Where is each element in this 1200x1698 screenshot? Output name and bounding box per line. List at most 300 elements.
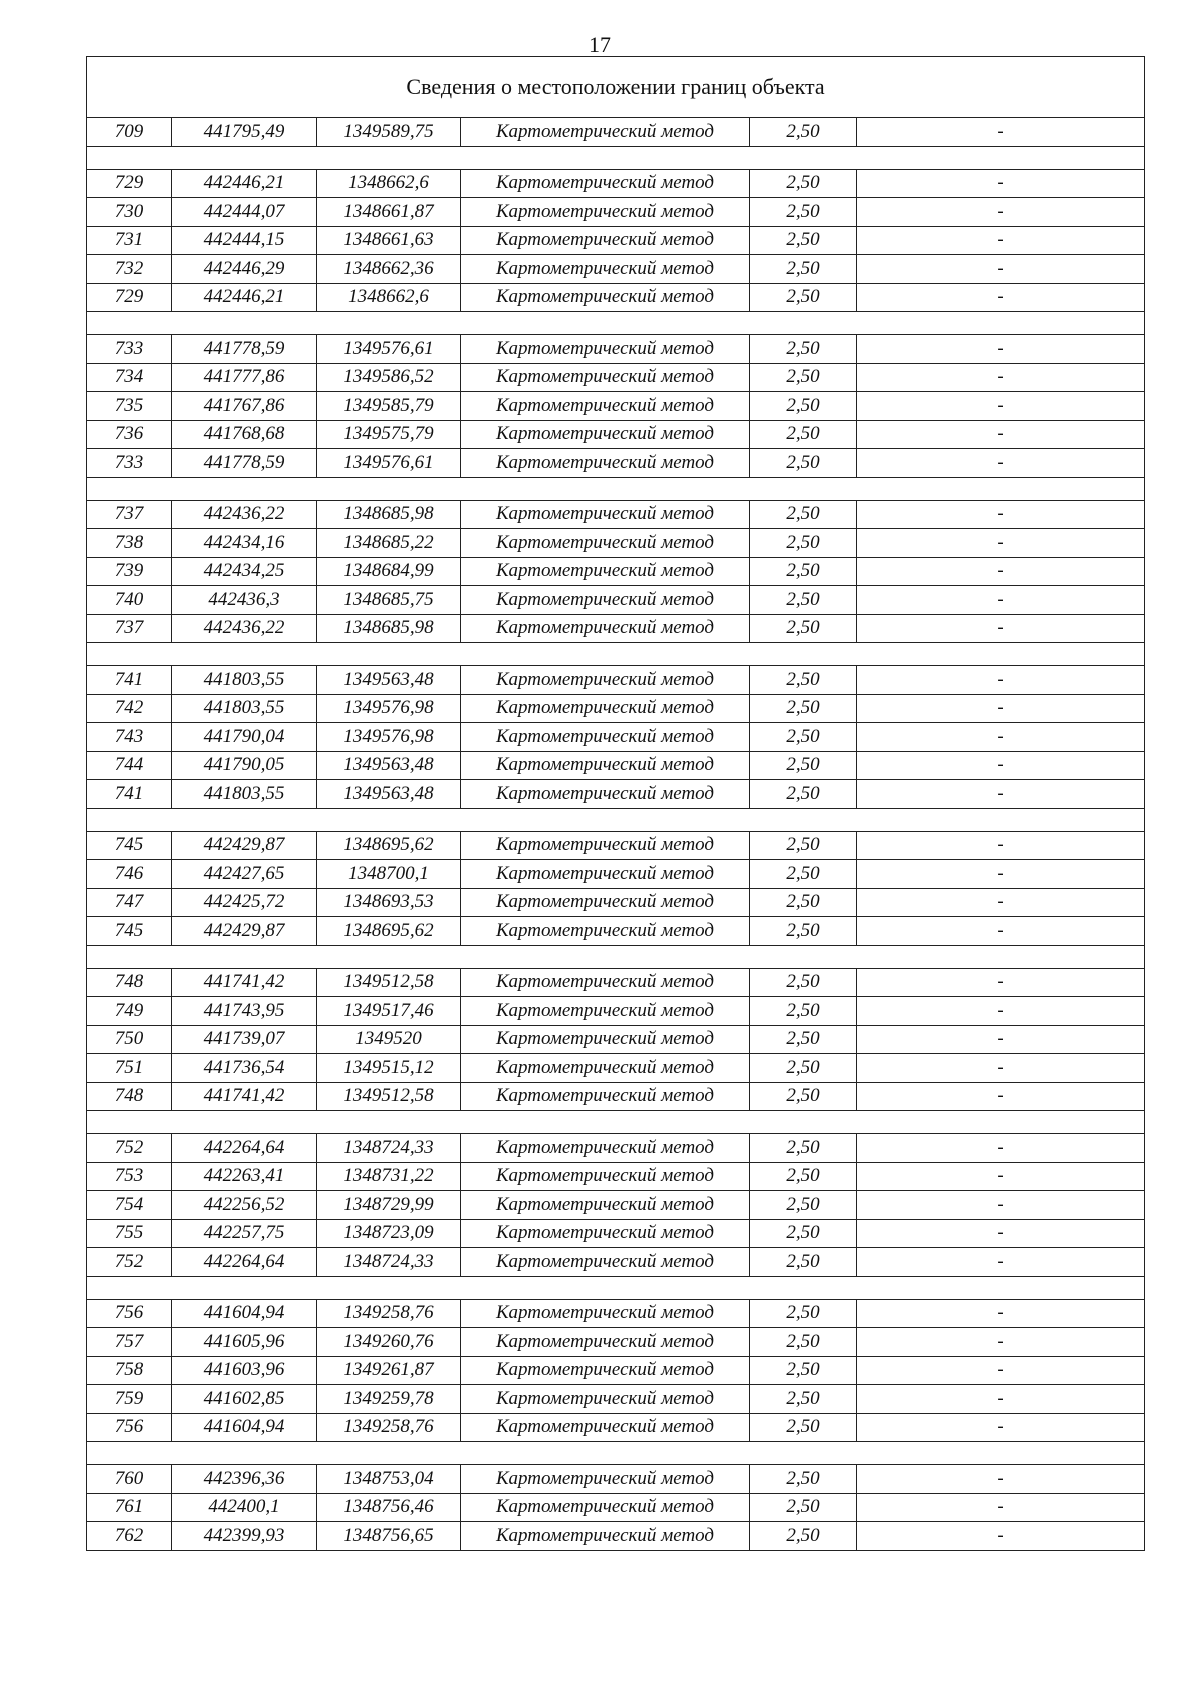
description-cell: - (857, 614, 1145, 643)
description-cell: - (857, 1082, 1145, 1111)
y-coordinate-cell: 1349576,61 (317, 335, 461, 364)
y-coordinate-cell: 1349512,58 (317, 968, 461, 997)
separator-cell (87, 1111, 1145, 1134)
separator-row (87, 146, 1145, 169)
method-cell: Картометрический метод (461, 335, 750, 364)
accuracy-cell: 2,50 (750, 666, 857, 695)
point-number-cell: 732 (87, 255, 172, 284)
point-number-cell: 736 (87, 420, 172, 449)
y-coordinate-cell: 1348756,65 (317, 1522, 461, 1551)
point-number-cell: 762 (87, 1522, 172, 1551)
x-coordinate-cell: 442436,3 (172, 586, 317, 615)
method-cell: Картометрический метод (461, 1082, 750, 1111)
point-number-cell: 737 (87, 614, 172, 643)
separator-row (87, 1276, 1145, 1299)
method-cell: Картометрический метод (461, 1385, 750, 1414)
point-number-cell: 744 (87, 751, 172, 780)
y-coordinate-cell: 1349259,78 (317, 1385, 461, 1414)
x-coordinate-cell: 441741,42 (172, 1082, 317, 1111)
accuracy-cell: 2,50 (750, 255, 857, 284)
description-cell: - (857, 1299, 1145, 1328)
x-coordinate-cell: 441768,68 (172, 420, 317, 449)
x-coordinate-cell: 442263,41 (172, 1162, 317, 1191)
table-row (87, 226, 1145, 255)
accuracy-cell: 2,50 (750, 169, 857, 198)
x-coordinate-cell: 442396,36 (172, 1465, 317, 1494)
method-cell: Картометрический метод (461, 694, 750, 723)
table-row (87, 586, 1145, 615)
accuracy-cell: 2,50 (750, 557, 857, 586)
description-cell: - (857, 1025, 1145, 1054)
description-cell: - (857, 1328, 1145, 1357)
accuracy-cell: 2,50 (750, 392, 857, 421)
point-number-cell: 741 (87, 666, 172, 695)
y-coordinate-cell: 1348662,6 (317, 283, 461, 312)
y-coordinate-cell: 1349575,79 (317, 420, 461, 449)
accuracy-cell: 2,50 (750, 888, 857, 917)
method-cell: Картометрический метод (461, 420, 750, 449)
x-coordinate-cell: 441604,94 (172, 1413, 317, 1442)
accuracy-cell: 2,50 (750, 198, 857, 227)
description-cell: - (857, 335, 1145, 364)
description-cell: - (857, 557, 1145, 586)
y-coordinate-cell: 1348695,62 (317, 917, 461, 946)
method-cell: Картометрический метод (461, 1328, 750, 1357)
x-coordinate-cell: 441790,05 (172, 751, 317, 780)
accuracy-cell: 2,50 (750, 917, 857, 946)
description-cell: - (857, 917, 1145, 946)
description-cell: - (857, 1356, 1145, 1385)
point-number-cell: 733 (87, 335, 172, 364)
method-cell: Картометрический метод (461, 997, 750, 1026)
point-number-cell: 759 (87, 1385, 172, 1414)
y-coordinate-cell: 1349585,79 (317, 392, 461, 421)
description-cell: - (857, 1248, 1145, 1277)
x-coordinate-cell: 442427,65 (172, 860, 317, 889)
separator-row (87, 1442, 1145, 1465)
accuracy-cell: 2,50 (750, 1413, 857, 1442)
x-coordinate-cell: 442429,87 (172, 917, 317, 946)
point-number-cell: 740 (87, 586, 172, 615)
accuracy-cell: 2,50 (750, 118, 857, 147)
y-coordinate-cell: 1349589,75 (317, 118, 461, 147)
x-coordinate-cell: 441739,07 (172, 1025, 317, 1054)
table-row (87, 1162, 1145, 1191)
separator-cell (87, 146, 1145, 169)
y-coordinate-cell: 1348729,99 (317, 1191, 461, 1220)
x-coordinate-cell: 442257,75 (172, 1219, 317, 1248)
description-cell: - (857, 1413, 1145, 1442)
x-coordinate-cell: 441741,42 (172, 968, 317, 997)
table-row (87, 1082, 1145, 1111)
table-row (87, 723, 1145, 752)
point-number-cell: 757 (87, 1328, 172, 1357)
method-cell: Картометрический метод (461, 968, 750, 997)
table-row (87, 283, 1145, 312)
x-coordinate-cell: 441605,96 (172, 1328, 317, 1357)
description-cell: - (857, 1522, 1145, 1551)
x-coordinate-cell: 441778,59 (172, 449, 317, 478)
method-cell: Картометрический метод (461, 283, 750, 312)
table-row (87, 500, 1145, 529)
point-number-cell: 760 (87, 1465, 172, 1494)
point-number-cell: 747 (87, 888, 172, 917)
point-number-cell: 751 (87, 1054, 172, 1083)
description-cell: - (857, 500, 1145, 529)
x-coordinate-cell: 442399,93 (172, 1522, 317, 1551)
description-cell: - (857, 1493, 1145, 1522)
x-coordinate-cell: 441743,95 (172, 997, 317, 1026)
table-title-row (87, 57, 1145, 118)
table-row (87, 860, 1145, 889)
y-coordinate-cell: 1349258,76 (317, 1413, 461, 1442)
method-cell: Картометрический метод (461, 1054, 750, 1083)
y-coordinate-cell: 1348724,33 (317, 1248, 461, 1277)
table-row (87, 169, 1145, 198)
method-cell: Картометрический метод (461, 1025, 750, 1054)
y-coordinate-cell: 1349563,48 (317, 666, 461, 695)
accuracy-cell: 2,50 (750, 1162, 857, 1191)
x-coordinate-cell: 442436,22 (172, 614, 317, 643)
separator-cell (87, 945, 1145, 968)
y-coordinate-cell: 1349260,76 (317, 1328, 461, 1357)
y-coordinate-cell: 1349563,48 (317, 780, 461, 809)
accuracy-cell: 2,50 (750, 614, 857, 643)
y-coordinate-cell: 1348753,04 (317, 1465, 461, 1494)
method-cell: Картометрический метод (461, 586, 750, 615)
accuracy-cell: 2,50 (750, 1054, 857, 1083)
table-row (87, 1413, 1145, 1442)
table-row (87, 997, 1145, 1026)
point-number-cell: 753 (87, 1162, 172, 1191)
point-number-cell: 709 (87, 118, 172, 147)
y-coordinate-cell: 1348723,09 (317, 1219, 461, 1248)
description-cell: - (857, 968, 1145, 997)
table-row (87, 780, 1145, 809)
table-row (87, 1191, 1145, 1220)
table-row (87, 1385, 1145, 1414)
method-cell: Картометрический метод (461, 1134, 750, 1163)
table-row (87, 888, 1145, 917)
point-number-cell: 748 (87, 968, 172, 997)
separator-cell (87, 1276, 1145, 1299)
accuracy-cell: 2,50 (750, 968, 857, 997)
y-coordinate-cell: 1349261,87 (317, 1356, 461, 1385)
method-cell: Картометрический метод (461, 392, 750, 421)
accuracy-cell: 2,50 (750, 586, 857, 615)
accuracy-cell: 2,50 (750, 449, 857, 478)
method-cell: Картометрический метод (461, 917, 750, 946)
point-number-cell: 745 (87, 831, 172, 860)
method-cell: Картометрический метод (461, 449, 750, 478)
accuracy-cell: 2,50 (750, 831, 857, 860)
point-number-cell: 730 (87, 198, 172, 227)
x-coordinate-cell: 442264,64 (172, 1248, 317, 1277)
method-cell: Картометрический метод (461, 614, 750, 643)
table-row (87, 751, 1145, 780)
accuracy-cell: 2,50 (750, 363, 857, 392)
y-coordinate-cell: 1349576,61 (317, 449, 461, 478)
description-cell: - (857, 118, 1145, 147)
accuracy-cell: 2,50 (750, 1299, 857, 1328)
description-cell: - (857, 780, 1145, 809)
y-coordinate-cell: 1348685,22 (317, 529, 461, 558)
accuracy-cell: 2,50 (750, 1493, 857, 1522)
table-row (87, 1219, 1145, 1248)
x-coordinate-cell: 441795,49 (172, 118, 317, 147)
y-coordinate-cell: 1349576,98 (317, 694, 461, 723)
table-row (87, 614, 1145, 643)
table-row (87, 392, 1145, 421)
description-cell: - (857, 1385, 1145, 1414)
method-cell: Картометрический метод (461, 198, 750, 227)
point-number-cell: 745 (87, 917, 172, 946)
description-cell: - (857, 392, 1145, 421)
accuracy-cell: 2,50 (750, 1191, 857, 1220)
description-cell: - (857, 1191, 1145, 1220)
method-cell: Картометрический метод (461, 723, 750, 752)
table-row (87, 968, 1145, 997)
description-cell: - (857, 449, 1145, 478)
method-cell: Картометрический метод (461, 860, 750, 889)
accuracy-cell: 2,50 (750, 694, 857, 723)
x-coordinate-cell: 442446,21 (172, 169, 317, 198)
description-cell: - (857, 1219, 1145, 1248)
description-cell: - (857, 997, 1145, 1026)
method-cell: Картометрический метод (461, 500, 750, 529)
y-coordinate-cell: 1349258,76 (317, 1299, 461, 1328)
x-coordinate-cell: 442436,22 (172, 500, 317, 529)
y-coordinate-cell: 1349563,48 (317, 751, 461, 780)
y-coordinate-cell: 1348661,63 (317, 226, 461, 255)
point-number-cell: 733 (87, 449, 172, 478)
table-body (87, 57, 1145, 1551)
method-cell: Картометрический метод (461, 1413, 750, 1442)
accuracy-cell: 2,50 (750, 751, 857, 780)
description-cell: - (857, 888, 1145, 917)
method-cell: Картометрический метод (461, 1219, 750, 1248)
x-coordinate-cell: 441736,54 (172, 1054, 317, 1083)
separator-row (87, 808, 1145, 831)
separator-cell (87, 477, 1145, 500)
table-row (87, 198, 1145, 227)
accuracy-cell: 2,50 (750, 529, 857, 558)
x-coordinate-cell: 442444,07 (172, 198, 317, 227)
description-cell: - (857, 586, 1145, 615)
y-coordinate-cell: 1349576,98 (317, 723, 461, 752)
table-row (87, 255, 1145, 284)
accuracy-cell: 2,50 (750, 1219, 857, 1248)
accuracy-cell: 2,50 (750, 1328, 857, 1357)
point-number-cell: 758 (87, 1356, 172, 1385)
description-cell: - (857, 198, 1145, 227)
method-cell: Картометрический метод (461, 226, 750, 255)
table-row (87, 557, 1145, 586)
x-coordinate-cell: 442400,1 (172, 1493, 317, 1522)
accuracy-cell: 2,50 (750, 1248, 857, 1277)
description-cell: - (857, 255, 1145, 284)
y-coordinate-cell: 1349586,52 (317, 363, 461, 392)
description-cell: - (857, 860, 1145, 889)
description-cell: - (857, 1162, 1145, 1191)
accuracy-cell: 2,50 (750, 283, 857, 312)
table-row (87, 1465, 1145, 1494)
y-coordinate-cell: 1349520 (317, 1025, 461, 1054)
description-cell: - (857, 694, 1145, 723)
table-row (87, 666, 1145, 695)
separator-row (87, 477, 1145, 500)
description-cell: - (857, 1465, 1145, 1494)
x-coordinate-cell: 442434,16 (172, 529, 317, 558)
x-coordinate-cell: 441803,55 (172, 666, 317, 695)
point-number-cell: 749 (87, 997, 172, 1026)
table-row (87, 420, 1145, 449)
point-number-cell: 746 (87, 860, 172, 889)
x-coordinate-cell: 442446,29 (172, 255, 317, 284)
point-number-cell: 738 (87, 529, 172, 558)
accuracy-cell: 2,50 (750, 1134, 857, 1163)
separator-cell (87, 1442, 1145, 1465)
table-row (87, 1522, 1145, 1551)
accuracy-cell: 2,50 (750, 723, 857, 752)
point-number-cell: 748 (87, 1082, 172, 1111)
y-coordinate-cell: 1348662,6 (317, 169, 461, 198)
point-number-cell: 741 (87, 780, 172, 809)
y-coordinate-cell: 1348700,1 (317, 860, 461, 889)
boundary-coordinates-table (86, 56, 1145, 1551)
y-coordinate-cell: 1348685,75 (317, 586, 461, 615)
method-cell: Картометрический метод (461, 888, 750, 917)
table-row (87, 1328, 1145, 1357)
x-coordinate-cell: 442446,21 (172, 283, 317, 312)
x-coordinate-cell: 441603,96 (172, 1356, 317, 1385)
y-coordinate-cell: 1348685,98 (317, 500, 461, 529)
point-number-cell: 756 (87, 1299, 172, 1328)
table-row (87, 1493, 1145, 1522)
method-cell: Картометрический метод (461, 1162, 750, 1191)
x-coordinate-cell: 442425,72 (172, 888, 317, 917)
description-cell: - (857, 169, 1145, 198)
separator-cell (87, 312, 1145, 335)
point-number-cell: 743 (87, 723, 172, 752)
y-coordinate-cell: 1349515,12 (317, 1054, 461, 1083)
method-cell: Картометрический метод (461, 118, 750, 147)
point-number-cell: 754 (87, 1191, 172, 1220)
accuracy-cell: 2,50 (750, 420, 857, 449)
point-number-cell: 756 (87, 1413, 172, 1442)
table-row (87, 363, 1145, 392)
table-row (87, 694, 1145, 723)
method-cell: Картометрический метод (461, 529, 750, 558)
accuracy-cell: 2,50 (750, 860, 857, 889)
method-cell: Картометрический метод (461, 169, 750, 198)
table-row (87, 335, 1145, 364)
method-cell: Картометрический метод (461, 1465, 750, 1494)
description-cell: - (857, 226, 1145, 255)
accuracy-cell: 2,50 (750, 500, 857, 529)
y-coordinate-cell: 1348661,87 (317, 198, 461, 227)
accuracy-cell: 2,50 (750, 1356, 857, 1385)
y-coordinate-cell: 1348693,53 (317, 888, 461, 917)
y-coordinate-cell: 1349517,46 (317, 997, 461, 1026)
description-cell: - (857, 420, 1145, 449)
point-number-cell: 731 (87, 226, 172, 255)
method-cell: Картометрический метод (461, 1356, 750, 1385)
table-row (87, 1134, 1145, 1163)
description-cell: - (857, 666, 1145, 695)
x-coordinate-cell: 441803,55 (172, 694, 317, 723)
x-coordinate-cell: 441790,04 (172, 723, 317, 752)
separator-row (87, 312, 1145, 335)
x-coordinate-cell: 441803,55 (172, 780, 317, 809)
point-number-cell: 752 (87, 1134, 172, 1163)
x-coordinate-cell: 442256,52 (172, 1191, 317, 1220)
method-cell: Картометрический метод (461, 1191, 750, 1220)
accuracy-cell: 2,50 (750, 226, 857, 255)
accuracy-cell: 2,50 (750, 997, 857, 1026)
y-coordinate-cell: 1348756,46 (317, 1493, 461, 1522)
point-number-cell: 761 (87, 1493, 172, 1522)
description-cell: - (857, 1134, 1145, 1163)
accuracy-cell: 2,50 (750, 1082, 857, 1111)
x-coordinate-cell: 442434,25 (172, 557, 317, 586)
method-cell: Картометрический метод (461, 831, 750, 860)
y-coordinate-cell: 1348662,36 (317, 255, 461, 284)
table-row (87, 831, 1145, 860)
y-coordinate-cell: 1348695,62 (317, 831, 461, 860)
table-row (87, 1248, 1145, 1277)
method-cell: Картометрический метод (461, 1248, 750, 1277)
description-cell: - (857, 831, 1145, 860)
table-row (87, 1356, 1145, 1385)
x-coordinate-cell: 441777,86 (172, 363, 317, 392)
point-number-cell: 750 (87, 1025, 172, 1054)
page-number: 17 (589, 32, 611, 57)
y-coordinate-cell: 1348685,98 (317, 614, 461, 643)
accuracy-cell: 2,50 (750, 780, 857, 809)
table-title: Сведения о местоположении границ объекта (87, 57, 1145, 118)
separator-cell (87, 808, 1145, 831)
x-coordinate-cell: 441602,85 (172, 1385, 317, 1414)
accuracy-cell: 2,50 (750, 1385, 857, 1414)
table-row (87, 529, 1145, 558)
accuracy-cell: 2,50 (750, 1522, 857, 1551)
point-number-cell: 735 (87, 392, 172, 421)
y-coordinate-cell: 1348684,99 (317, 557, 461, 586)
method-cell: Картометрический метод (461, 1522, 750, 1551)
separator-row (87, 945, 1145, 968)
point-number-cell: 742 (87, 694, 172, 723)
method-cell: Картометрический метод (461, 780, 750, 809)
point-number-cell: 729 (87, 283, 172, 312)
description-cell: - (857, 283, 1145, 312)
description-cell: - (857, 529, 1145, 558)
method-cell: Картометрический метод (461, 557, 750, 586)
table-row (87, 449, 1145, 478)
method-cell: Картометрический метод (461, 1493, 750, 1522)
point-number-cell: 737 (87, 500, 172, 529)
description-cell: - (857, 363, 1145, 392)
method-cell: Картометрический метод (461, 751, 750, 780)
point-number-cell: 752 (87, 1248, 172, 1277)
separator-cell (87, 643, 1145, 666)
table-row (87, 1025, 1145, 1054)
y-coordinate-cell: 1349512,58 (317, 1082, 461, 1111)
x-coordinate-cell: 441604,94 (172, 1299, 317, 1328)
x-coordinate-cell: 442429,87 (172, 831, 317, 860)
table-row (87, 1299, 1145, 1328)
x-coordinate-cell: 442444,15 (172, 226, 317, 255)
